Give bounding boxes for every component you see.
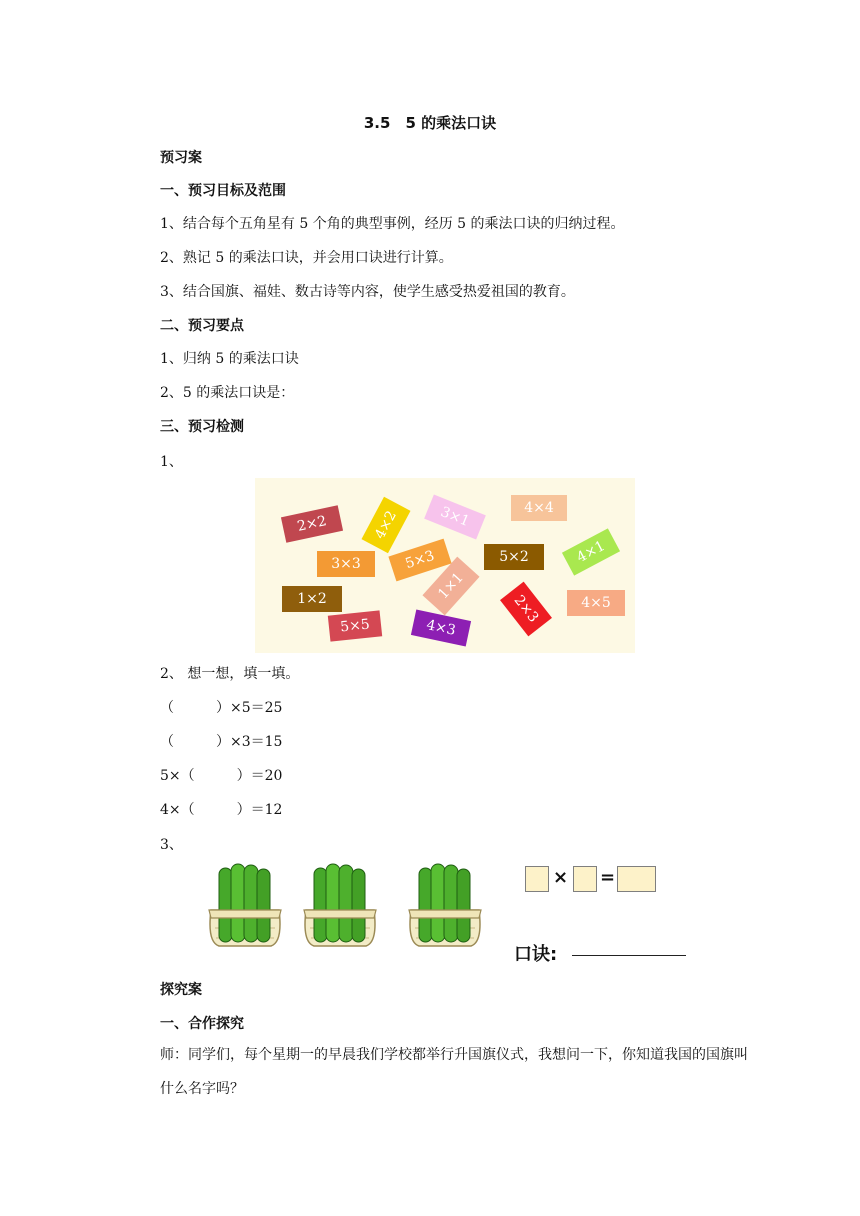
paragraph-text: 师：同学们，每个星期一的早晨我们学校都举行升国旗仪式，我想问一下，你知道我国的国旗叫什么名字吗？ bbox=[160, 1047, 748, 1097]
question-2-label: 2、 想一想，填一填。 bbox=[160, 666, 300, 682]
card: 3×3 bbox=[317, 551, 375, 577]
card: 4×3 bbox=[411, 609, 471, 646]
card: 5×3 bbox=[388, 539, 451, 582]
card: 4×5 bbox=[567, 590, 625, 616]
card: 5×5 bbox=[328, 610, 382, 641]
card: 2×2 bbox=[281, 505, 343, 542]
section-preview-heading: 预习案 bbox=[160, 150, 202, 166]
question-1-label: 1、 bbox=[160, 454, 183, 470]
point-2: 2、5 的乘法口诀是： bbox=[160, 385, 295, 401]
equation-2: （ ）×3＝15 bbox=[160, 734, 283, 750]
card: 1×1 bbox=[422, 557, 479, 616]
multiplication-cards-picture bbox=[255, 478, 635, 653]
teacher-paragraph bbox=[130, 1038, 750, 1106]
page-title: 3.5 5 的乘法口诀 bbox=[363, 114, 497, 132]
answer-box-factor-1[interactable] bbox=[525, 866, 549, 892]
equation-3: 5×（ ）＝20 bbox=[160, 768, 283, 784]
heading-cooperate: 一、合作探究 bbox=[160, 1016, 244, 1032]
answer-box-product[interactable] bbox=[617, 866, 656, 892]
koujue-answer-line[interactable] bbox=[572, 955, 686, 956]
cucumber-basket-icon bbox=[205, 860, 285, 948]
heading-key-points: 二、预习要点 bbox=[160, 318, 244, 334]
card: 5×2 bbox=[484, 544, 544, 570]
goal-1: 1、结合每个五角星有 5 个角的典型事例，经历 5 的乘法口诀的归纳过程。 bbox=[160, 216, 625, 232]
goal-3: 3、结合国旗、福娃、数古诗等内容，使学生感受热爱祖国的教育。 bbox=[160, 284, 575, 300]
equation-4: 4×（ ）＝12 bbox=[160, 802, 283, 818]
card: 4×4 bbox=[511, 495, 567, 521]
cucumber-basket-icon bbox=[405, 860, 485, 948]
heading-check: 三、预习检测 bbox=[160, 419, 244, 435]
card: 4×2 bbox=[361, 497, 410, 553]
section-explore-heading: 探究案 bbox=[160, 982, 202, 998]
times-sign: × bbox=[553, 867, 569, 888]
heading-goals: 一、预习目标及范围 bbox=[160, 183, 286, 199]
equation-1: （ ）×5＝25 bbox=[160, 700, 283, 716]
answer-box-factor-2[interactable] bbox=[573, 866, 597, 892]
equals-sign: = bbox=[600, 867, 616, 888]
card: 2×3 bbox=[500, 582, 552, 637]
card: 4×1 bbox=[562, 528, 620, 575]
point-1: 1、归纳 5 的乘法口诀 bbox=[160, 351, 299, 367]
cucumber-basket-icon bbox=[300, 860, 380, 948]
koujue-label: 口诀: bbox=[514, 944, 558, 965]
goal-2: 2、熟记 5 的乘法口诀，并会用口诀进行计算。 bbox=[160, 250, 453, 266]
card: 3×1 bbox=[424, 494, 486, 539]
question-3-label: 3、 bbox=[160, 837, 183, 853]
card: 1×2 bbox=[282, 586, 342, 612]
